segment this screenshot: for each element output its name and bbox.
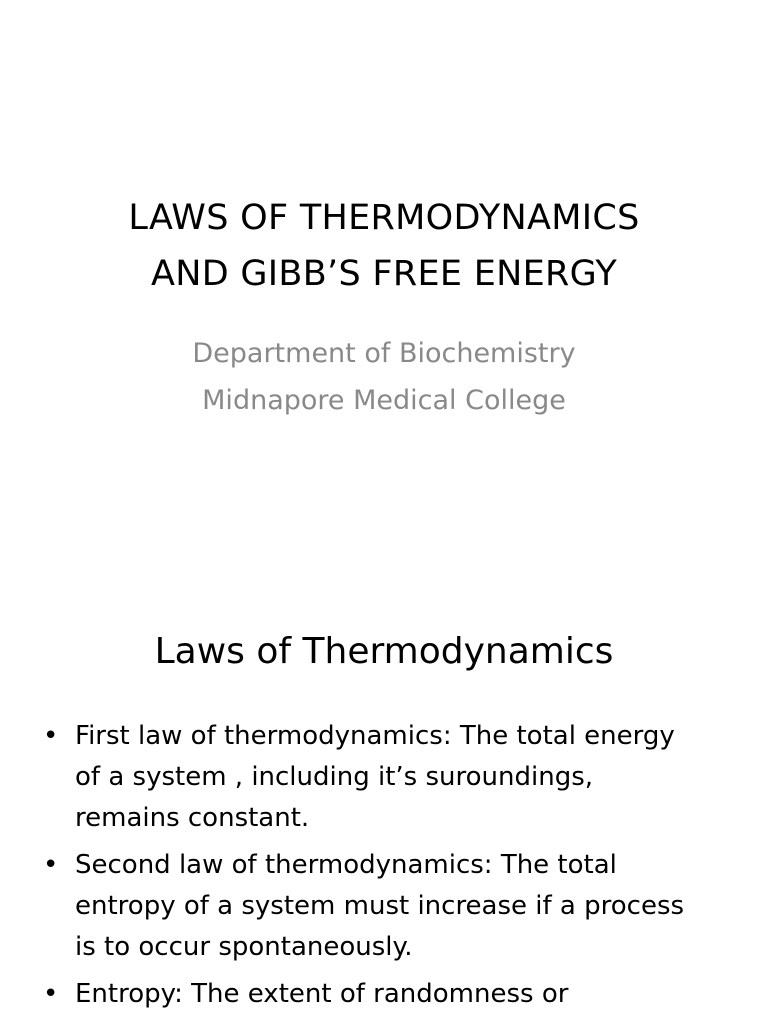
bullet-icon: • [43,721,59,751]
bullet-line: of a system , including it’s suroundings, [75,762,594,792]
bullet-line: Entropy: The extent of randomness or [75,979,569,1009]
content-slide [0,576,768,1024]
bullet-list [40,716,740,1021]
slide-subtitle [40,330,728,424]
bullet-item [40,845,740,968]
title-line: LAWS OF THERMODYNAMICS [128,198,640,238]
bullet-icon: • [43,850,59,880]
bullet-item [40,716,740,839]
bullet-line: Second law of thermodynamics: The total [75,850,617,880]
content-slide-title: Laws of Thermodynamics [154,631,614,672]
bullet-line: remains constant. [75,803,310,833]
bullet-icon: • [43,979,59,1009]
bullet-line: First law of thermodynamics: The total energy [75,721,675,751]
subtitle-line: Department of Biochemistry [192,338,576,369]
title-line: AND GIBB’S FREE ENERGY [150,254,618,294]
slide-title [40,190,728,302]
bullet-line: entropy of a system must increase if a process [75,891,685,921]
bullet-item [40,974,740,1015]
subtitle-line: Midnapore Medical College [202,385,566,416]
bullet-line: is to occur spontaneously. [75,932,413,962]
